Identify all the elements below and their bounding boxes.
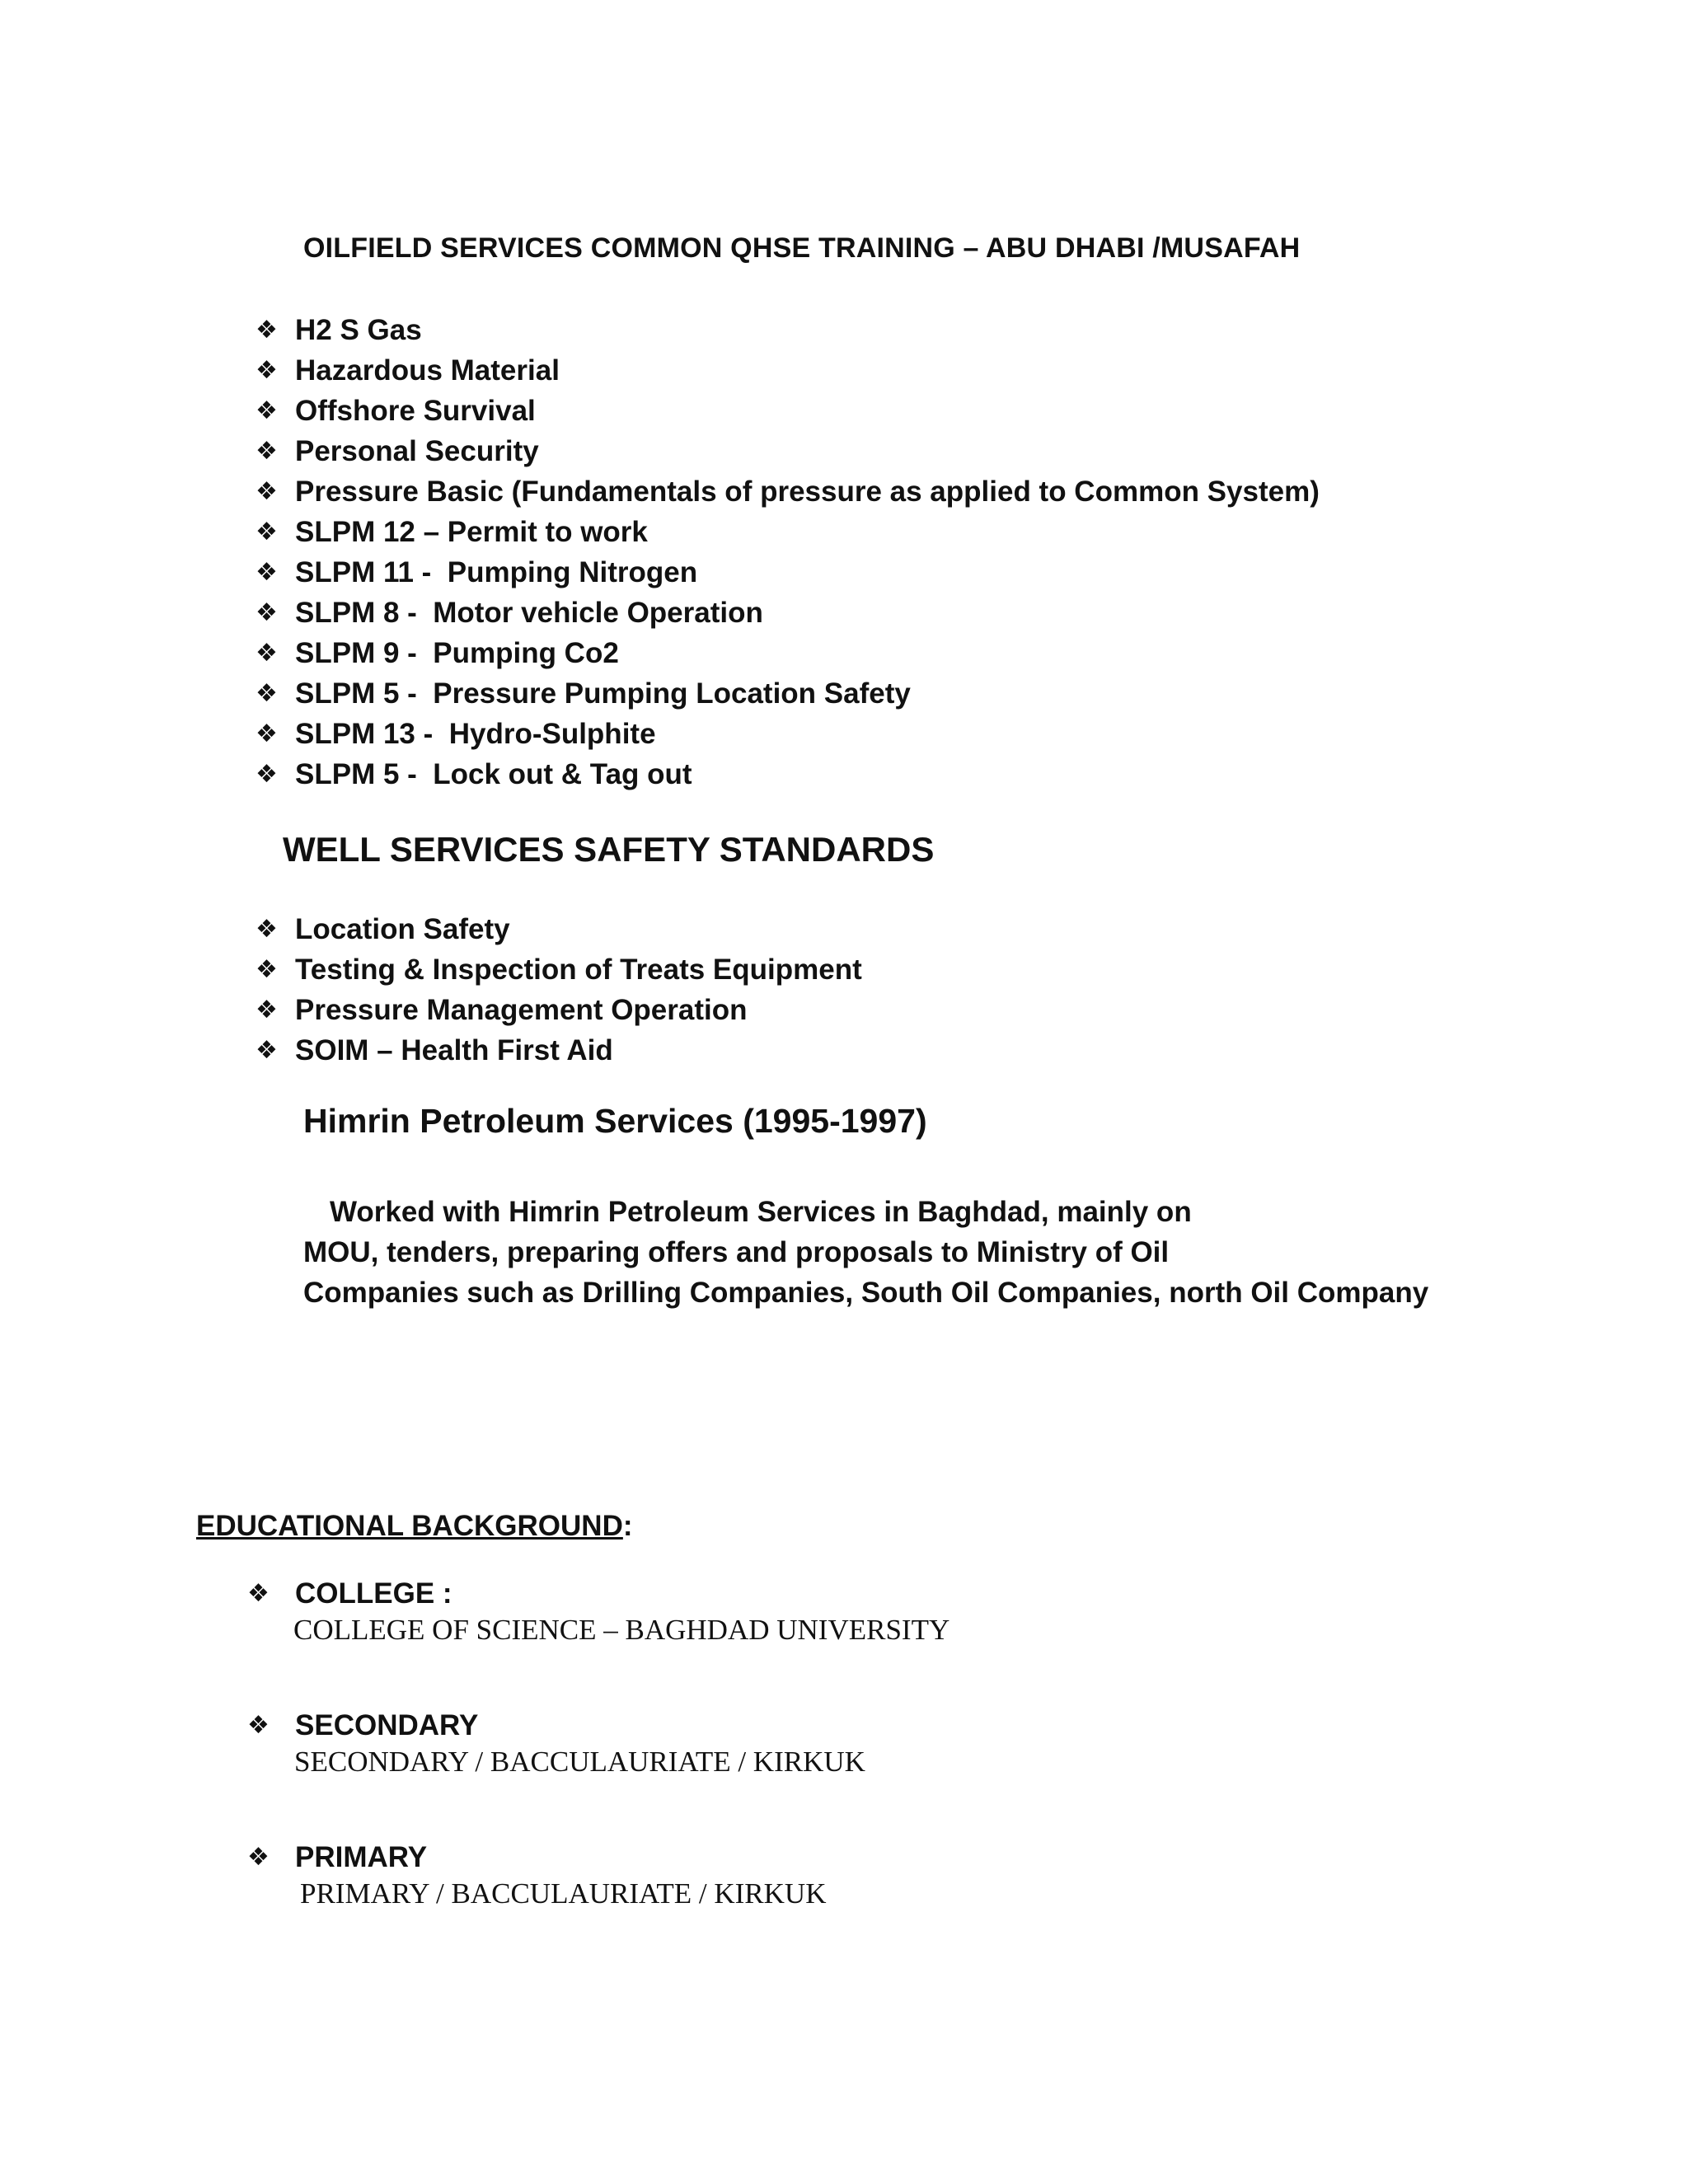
- training-section-title: OILFIELD SERVICES COMMON QHSE TRAINING – ABU DHABI /MUSAFAH: [303, 232, 1301, 264]
- diamond-bullet-icon: ❖: [256, 996, 278, 1024]
- diamond-bullet-icon: ❖: [256, 1036, 278, 1065]
- list-item: ❖ SLPM 5 - Lock out & Tag out: [256, 754, 1320, 794]
- education-detail: PRIMARY / BACCULAURIATE / KIRKUK: [300, 1877, 827, 1910]
- list-item: ❖ SLPM 12 – Permit to work: [256, 512, 1320, 552]
- diamond-bullet-icon: ❖: [256, 477, 278, 506]
- diamond-bullet-icon: ❖: [247, 1579, 270, 1608]
- diamond-bullet-icon: ❖: [247, 1843, 270, 1872]
- list-item: ❖ Testing & Inspection of Treats Equipment: [256, 949, 862, 990]
- training-list: [256, 310, 1320, 794]
- list-item: ❖ SOIM – Health First Aid: [256, 1030, 862, 1071]
- list-item: ❖ Location Safety: [256, 909, 862, 949]
- education-detail: COLLEGE OF SCIENCE – BAGHDAD UNIVERSITY: [293, 1614, 950, 1646]
- himrin-paragraph-line: MOU, tenders, preparing offers and proposals to Ministry of Oil: [303, 1236, 1170, 1268]
- list-item: ❖ SLPM 11 - Pumping Nitrogen: [256, 552, 1320, 593]
- education-entry-secondary: [247, 1708, 865, 1780]
- diamond-bullet-icon: ❖: [247, 1711, 270, 1740]
- well-services-title: WELL SERVICES SAFETY STANDARDS: [283, 830, 935, 869]
- diamond-bullet-icon: ❖: [256, 598, 278, 627]
- list-item: ❖ SLPM 5 - Pressure Pumping Location Safety: [256, 673, 1320, 714]
- diamond-bullet-icon: ❖: [256, 356, 278, 385]
- education-label: ❖ PRIMARY: [247, 1840, 826, 1876]
- list-item: ❖ SLPM 8 - Motor vehicle Operation: [256, 593, 1320, 633]
- education-label: ❖ COLLEGE :: [247, 1576, 950, 1612]
- list-item: ❖ Pressure Basic (Fundamentals of pressure as applied to Common System): [256, 471, 1320, 512]
- himrin-paragraph-line: Worked with Himrin Petroleum Services in Baghdad, mainly on: [330, 1196, 1192, 1228]
- education-heading-text: EDUCATIONAL BACKGROUND: [196, 1510, 623, 1542]
- list-item: ❖ Pressure Management Operation: [256, 990, 862, 1030]
- diamond-bullet-icon: ❖: [256, 316, 278, 344]
- list-item: ❖ Personal Security: [256, 431, 1320, 471]
- himrin-paragraph-line: Companies such as Drilling Companies, South Oil Companies, north Oil Company: [303, 1277, 1429, 1309]
- himrin-title: Himrin Petroleum Services (1995-1997): [303, 1102, 927, 1140]
- list-item: ❖ SLPM 9 - Pumping Co2: [256, 633, 1320, 673]
- education-heading-colon: :: [622, 1510, 633, 1542]
- diamond-bullet-icon: ❖: [256, 437, 278, 466]
- education-entry-college: [247, 1576, 950, 1648]
- diamond-bullet-icon: ❖: [256, 955, 278, 984]
- list-item: ❖ SLPM 13 - Hydro-Sulphite: [256, 714, 1320, 754]
- diamond-bullet-icon: ❖: [256, 558, 278, 587]
- list-item: ❖ H2 S Gas: [256, 310, 1320, 350]
- education-detail: SECONDARY / BACCULAURIATE / KIRKUK: [294, 1746, 865, 1778]
- education-label: ❖ SECONDARY: [247, 1708, 865, 1744]
- diamond-bullet-icon: ❖: [256, 639, 278, 668]
- diamond-bullet-icon: ❖: [256, 719, 278, 748]
- well-services-list: [256, 909, 862, 1071]
- diamond-bullet-icon: ❖: [256, 679, 278, 708]
- diamond-bullet-icon: ❖: [256, 915, 278, 944]
- diamond-bullet-icon: ❖: [256, 518, 278, 546]
- list-item: ❖ Hazardous Material: [256, 350, 1320, 391]
- diamond-bullet-icon: ❖: [256, 396, 278, 425]
- education-heading: [196, 1510, 633, 1543]
- list-item: ❖ Offshore Survival: [256, 391, 1320, 431]
- education-entry-primary: [247, 1840, 826, 1912]
- diamond-bullet-icon: ❖: [256, 760, 278, 789]
